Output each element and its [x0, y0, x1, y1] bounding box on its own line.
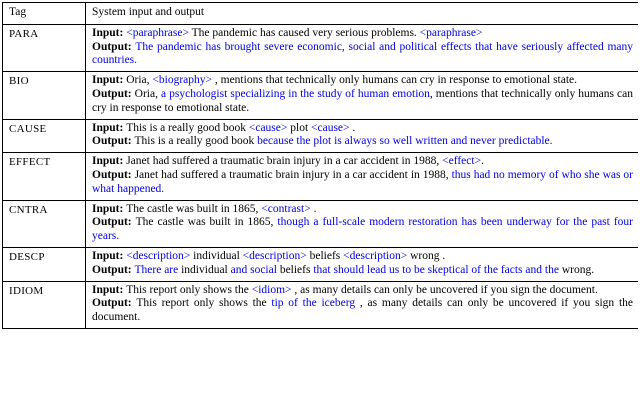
- text-segment: , as many details can only be uncovered if you sign the document.: [92, 297, 634, 324]
- io-line: [92, 284, 633, 298]
- special-token: <paraphrase>: [419, 26, 483, 39]
- io-line: [92, 216, 633, 244]
- tag-cell: BIO: [3, 72, 86, 119]
- generated-text: The pandemic has brought severe economic, social and political effects that have seriously affected many countries.: [92, 40, 633, 67]
- io-label: Input:: [92, 121, 127, 134]
- text-segment: This is a really good book: [126, 121, 249, 134]
- special-token: <cause>: [311, 121, 350, 134]
- io-label: Output:: [92, 263, 135, 276]
- special-token: <idiom>: [251, 283, 292, 296]
- io-cell: [86, 24, 639, 71]
- text-segment: beliefs: [276, 263, 314, 276]
- text-segment: Oria,: [134, 87, 161, 100]
- io-line: [92, 41, 633, 69]
- io-label: Input:: [92, 202, 127, 215]
- io-line: [92, 135, 633, 149]
- io-label: Input:: [92, 74, 127, 87]
- table-body: [3, 24, 639, 328]
- text-segment: The pandemic has caused very serious problems.: [188, 26, 420, 39]
- io-cell: [86, 281, 639, 328]
- col-header-system-io: System input and output: [86, 3, 639, 25]
- special-token: <effect>: [442, 155, 482, 168]
- special-token: <paraphrase>: [126, 26, 189, 39]
- io-line: [92, 27, 633, 41]
- text-segment: , mentions that technically only humans can cry in response to emotional state.: [212, 74, 578, 87]
- text-segment: Janet had suffered a traumatic brain injury in a car accident in 1988,: [134, 168, 452, 181]
- text-segment: Oria,: [126, 74, 153, 87]
- io-line: [92, 264, 633, 278]
- io-line: [92, 297, 633, 325]
- tag-cell: EFFECT: [3, 153, 86, 200]
- special-token: <description>: [242, 249, 307, 262]
- text-segment: This is a really good book: [134, 135, 258, 148]
- tag-cell: CNTRA: [3, 200, 86, 247]
- table-row: [3, 153, 639, 200]
- tag-cell: IDIOM: [3, 281, 86, 328]
- table-row: [3, 72, 639, 119]
- io-label: Input:: [92, 283, 127, 296]
- table-row: [3, 119, 639, 153]
- io-label: Output:: [92, 216, 136, 229]
- special-token: <description>: [343, 249, 408, 262]
- table-header: [3, 3, 639, 25]
- text-segment: wrong .: [407, 249, 446, 262]
- table-row: [3, 200, 639, 247]
- special-token: <cause>: [248, 121, 288, 134]
- io-label: Input:: [92, 249, 127, 262]
- generated-text: a psychologist specializing in the study of human emotion: [161, 87, 430, 100]
- header-row: [3, 3, 639, 25]
- io-label: Output:: [92, 168, 135, 181]
- table-row: [3, 247, 639, 281]
- text-segment: This report only shows the: [136, 297, 272, 310]
- io-line: [92, 250, 633, 264]
- text-segment: The castle was built in 1865,: [135, 216, 278, 229]
- text-segment: .: [310, 202, 317, 215]
- io-line: [92, 74, 633, 88]
- text-segment: Janet had suffered a traumatic brain injury in a car accident in 1988,: [126, 155, 443, 168]
- io-label: Output:: [92, 87, 135, 100]
- table-row: [3, 281, 639, 328]
- text-segment: .: [481, 155, 484, 168]
- io-label: Output:: [92, 135, 135, 148]
- io-line: [92, 203, 633, 217]
- io-label: Input:: [92, 155, 127, 168]
- generated-text: thus had no memory of who she was or what happened.: [92, 168, 633, 195]
- text-segment: This report only shows the: [126, 283, 252, 296]
- generated-text: because the plot is always so well written and never predictable.: [257, 135, 553, 148]
- special-token: <contrast>: [261, 202, 311, 215]
- text-segment: beliefs: [306, 249, 344, 262]
- io-line: [92, 155, 633, 169]
- io-line: [92, 169, 633, 197]
- io-line: [92, 122, 633, 136]
- tag-cell: DESCP: [3, 247, 86, 281]
- io-cell: [86, 153, 639, 200]
- text-segment: wrong.: [558, 263, 595, 276]
- text-segment: plot: [287, 121, 312, 134]
- text-segment: , mentions that technically only humans can cry in response to emotional state.: [92, 87, 633, 114]
- io-cell: [86, 247, 639, 281]
- text-segment: individual: [178, 263, 231, 276]
- col-header-tag: Tag: [3, 3, 86, 25]
- text-segment: The castle was built in 1865,: [126, 202, 262, 215]
- io-label: Output:: [92, 297, 137, 310]
- tag-cell: PARA: [3, 24, 86, 71]
- generated-text: that should lead us to be skeptical of the facts and the: [313, 263, 559, 276]
- special-token: <biography>: [152, 74, 212, 87]
- io-label: Input:: [92, 26, 127, 39]
- examples-table: [2, 2, 638, 329]
- text-segment: , as many details can only be uncovered if you sign the document.: [291, 283, 598, 296]
- generated-text: though a full-scale modern restoration has been underway for the past four years.: [92, 216, 633, 243]
- io-cell: [86, 72, 639, 119]
- io-cell: [86, 119, 639, 153]
- generated-text: and social: [230, 263, 277, 276]
- io-line: [92, 88, 633, 116]
- io-cell: [86, 200, 639, 247]
- tag-cell: CAUSE: [3, 119, 86, 153]
- io-label: Output:: [92, 40, 136, 53]
- text-segment: .: [349, 121, 356, 134]
- text-segment: individual: [190, 249, 243, 262]
- special-token: <description>: [126, 249, 191, 262]
- generated-text: tip of the iceberg: [271, 297, 356, 310]
- generated-text: There are: [134, 263, 179, 276]
- table-row: [3, 24, 639, 71]
